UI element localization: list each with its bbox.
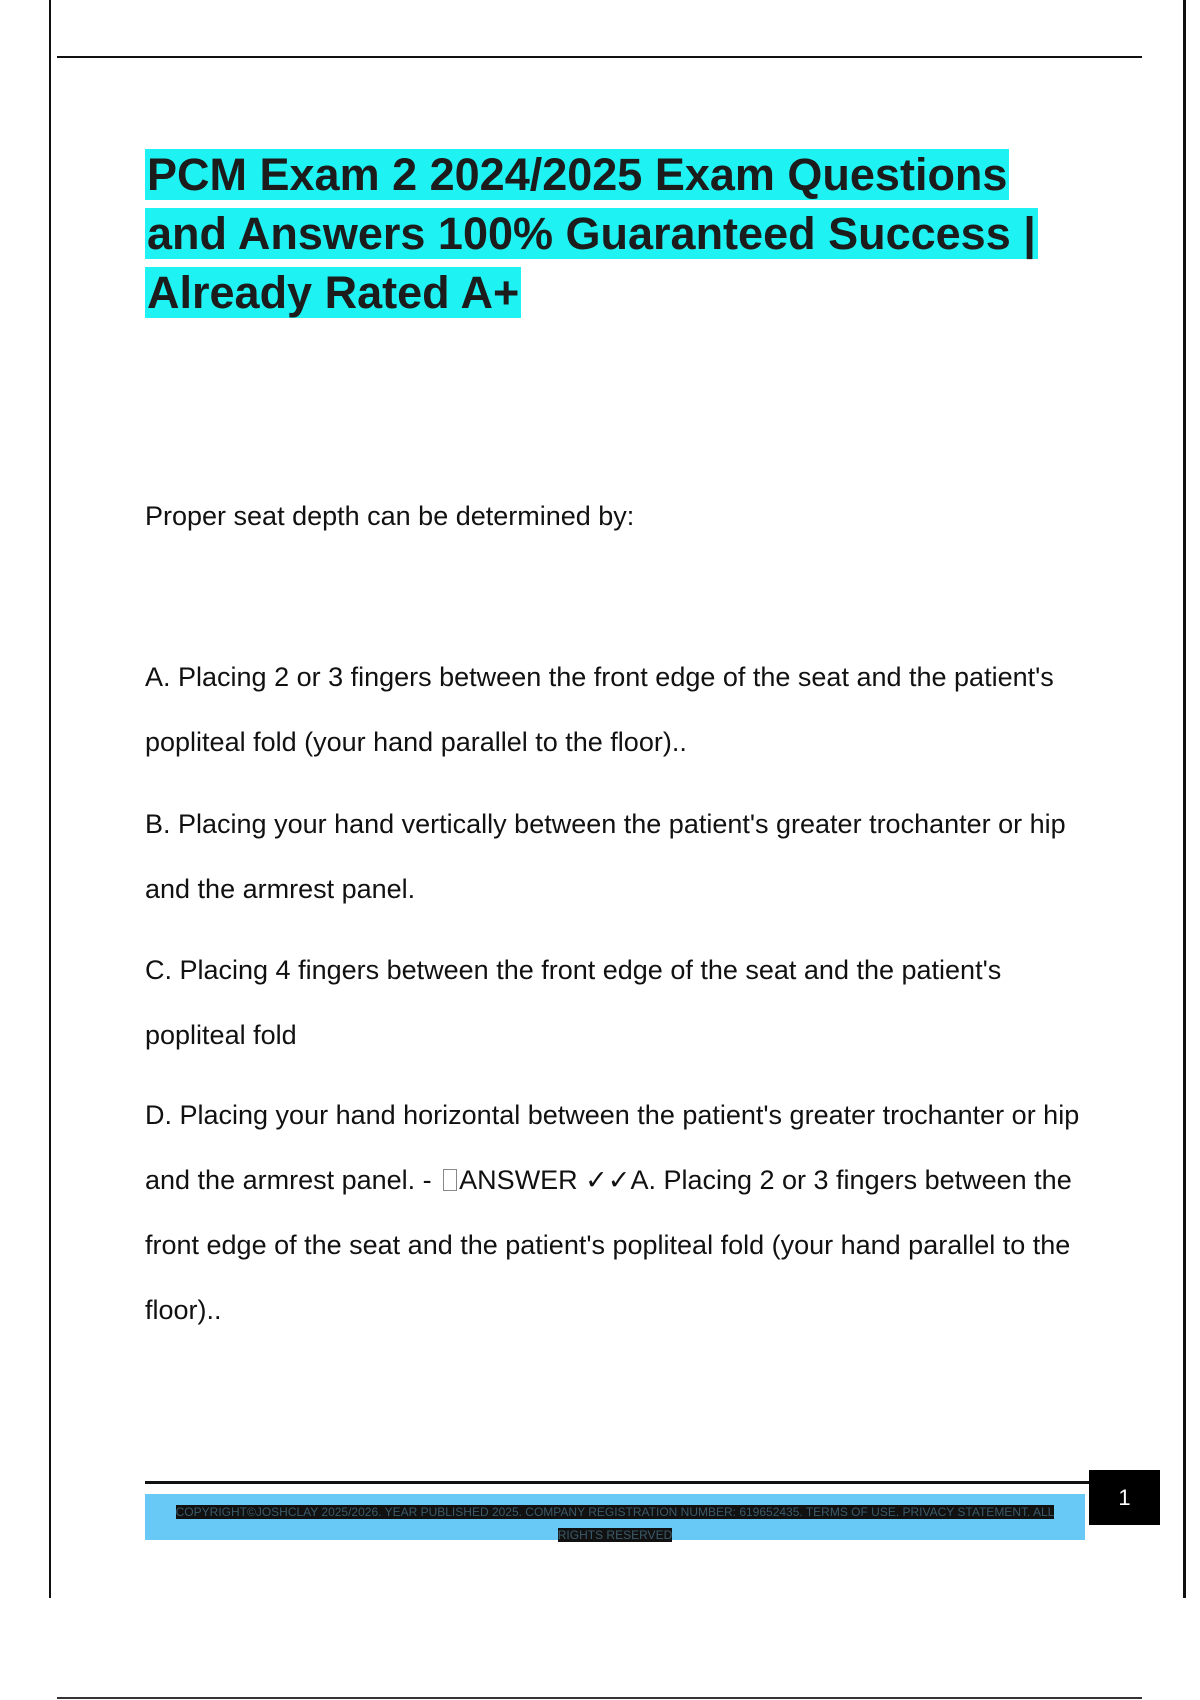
- footer-rule: [145, 1481, 1089, 1484]
- question-prompt: Proper seat depth can be determined by:: [145, 501, 635, 531]
- document-title: [145, 145, 1085, 322]
- answer-label: ANSWER ✓✓: [459, 1165, 631, 1195]
- header-rule: [57, 56, 1142, 58]
- page-number: 1: [1089, 1470, 1160, 1525]
- option-d: D. Placing your hand horizontal between the patient's greater trochanter or hip and the armrest panel. -: [145, 1100, 1080, 1195]
- footer-copyright: [175, 1501, 1055, 1547]
- page-border-left: [49, 0, 51, 1598]
- option-b: B. Placing your hand vertically between the patient's greater trochanter or hip and the armrest panel.: [145, 809, 1066, 904]
- option-a: A. Placing 2 or 3 fingers between the front edge of the seat and the patient's popliteal fold (your hand parallel to the floor)..: [145, 662, 1054, 757]
- footer-copyright-text: COPYRIGHT©JOSHCLAY 2025/2026. YEAR PUBLISHED 2025. COMPANY REGISTRATION NUMBER: 619652435. TERMS OF USE. PRIVACY STATEMENT. ALL RIGHTS RESERVED: [175, 1505, 1055, 1542]
- option-c: C. Placing 4 fingers between the front edge of the seat and the patient's popliteal fold: [145, 955, 1002, 1050]
- option-d-with-answer: [145, 1083, 1105, 1343]
- page-border-right: [1183, 0, 1186, 1598]
- missing-glyph-box-icon: [443, 1169, 457, 1191]
- answer-text: A. Placing 2 or 3 fingers between the front edge of the seat and the patient's popliteal fold (your hand parallel to the floor)..: [145, 1165, 1072, 1325]
- page-bottom-rule: [57, 1697, 1142, 1699]
- document-title-text: PCM Exam 2 2024/2025 Exam Questions and Answers 100% Guaranteed Success | Already Rated A+: [147, 149, 1036, 318]
